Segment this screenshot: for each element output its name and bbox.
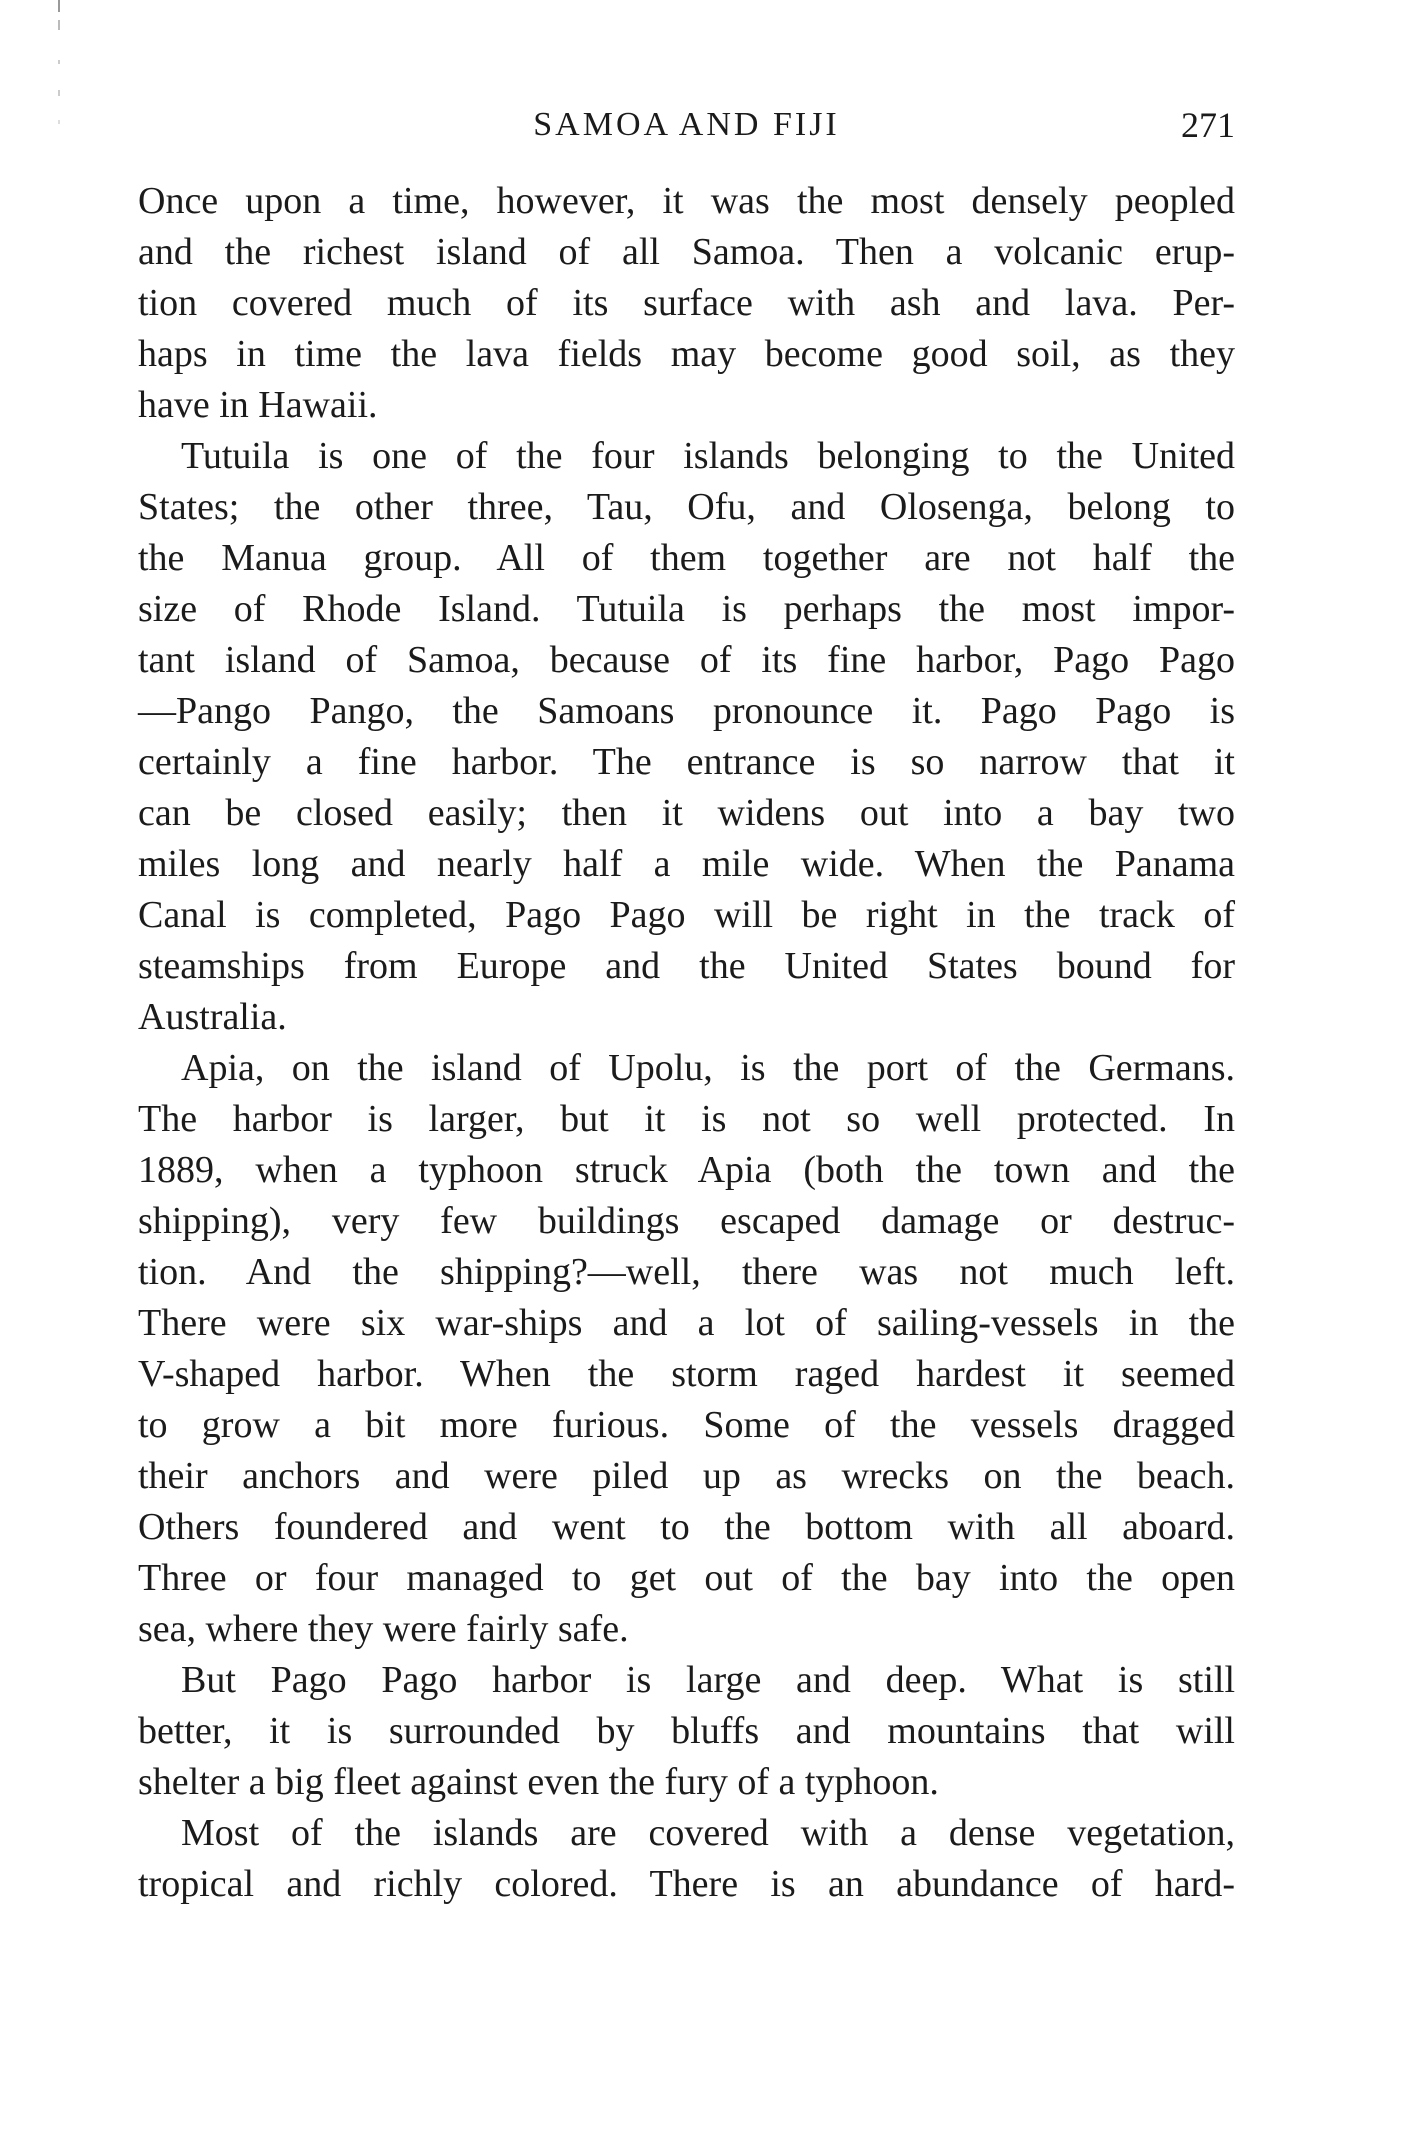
text-line: V-shaped harbor. When the storm raged hardest it seemed	[138, 1353, 1235, 1395]
text-line: and the richest island of all Samoa. Then a volcanic erup-	[138, 231, 1235, 273]
text-line: Tutuila is one of the four islands belonging to the United	[181, 435, 1235, 477]
text-line: shipping), very few buildings escaped damage or destruc-	[138, 1200, 1235, 1242]
text-line: tion. And the shipping?—well, there was not much left.	[138, 1251, 1235, 1293]
text-line: States; the other three, Tau, Ofu, and Olosenga, belong to	[138, 486, 1235, 528]
paragraph	[138, 1655, 1235, 1808]
text-line: haps in time the lava fields may become good soil, as they	[138, 333, 1235, 375]
text-line: Canal is completed, Pago Pago will be right in the track of	[138, 894, 1235, 936]
text-line: steamships from Europe and the United States bound for	[138, 945, 1235, 987]
text-line: Australia.	[138, 996, 287, 1038]
body-text	[138, 176, 1235, 1910]
text-line: tant island of Samoa, because of its fine harbor, Pago Pago	[138, 639, 1235, 681]
text-line: sea, where they were fairly safe.	[138, 1608, 629, 1650]
text-line: Once upon a time, however, it was the most densely peopled	[138, 180, 1235, 222]
text-line: The harbor is larger, but it is not so well protected. In	[138, 1098, 1235, 1140]
text-line: can be closed easily; then it widens out into a bay two	[138, 792, 1235, 834]
text-line: the Manua group. All of them together are not half the	[138, 537, 1235, 579]
text-line: But Pago Pago harbor is large and deep. What is still	[181, 1659, 1235, 1701]
text-line: have in Hawaii.	[138, 384, 378, 426]
page-number: 271	[1181, 105, 1235, 145]
text-line: certainly a fine harbor. The entrance is so narrow that it	[138, 741, 1235, 783]
text-line: shelter a big fleet against even the fury of a typhoon.	[138, 1761, 939, 1803]
text-line: There were six war-ships and a lot of sailing-vessels in the	[138, 1302, 1235, 1344]
text-line: 1889, when a typhoon struck Apia (both the town and the	[138, 1149, 1235, 1191]
text-line: —Pango Pango, the Samoans pronounce it. Pago Pago is	[138, 690, 1235, 732]
text-line: better, it is surrounded by bluffs and mountains that will	[138, 1710, 1235, 1752]
text-line: Three or four managed to get out of the bay into the open	[138, 1557, 1235, 1599]
text-line: size of Rhode Island. Tutuila is perhaps the most impor-	[138, 588, 1235, 630]
running-title: SAMOA AND FIJI	[533, 106, 840, 143]
text-line: miles long and nearly half a mile wide. When the Panama	[138, 843, 1235, 885]
paragraph	[138, 431, 1235, 1043]
text-line: to grow a bit more furious. Some of the vessels dragged	[138, 1404, 1235, 1446]
text-line: their anchors and were piled up as wrecks on the beach.	[138, 1455, 1235, 1497]
paragraph	[138, 176, 1235, 431]
text-line: tropical and richly colored. There is an abundance of hard-	[138, 1863, 1235, 1905]
binding-margin-marks	[58, 0, 60, 160]
text-line: tion covered much of its surface with ash and lava. Per-	[138, 282, 1235, 324]
text-line: Others foundered and went to the bottom with all aboard.	[138, 1506, 1235, 1548]
paragraph	[138, 1043, 1235, 1655]
text-line: Most of the islands are covered with a dense vegetation,	[181, 1812, 1235, 1854]
paragraph	[138, 1808, 1235, 1910]
text-line: Apia, on the island of Upolu, is the port of the Germans.	[181, 1047, 1235, 1089]
running-head	[138, 100, 1235, 150]
